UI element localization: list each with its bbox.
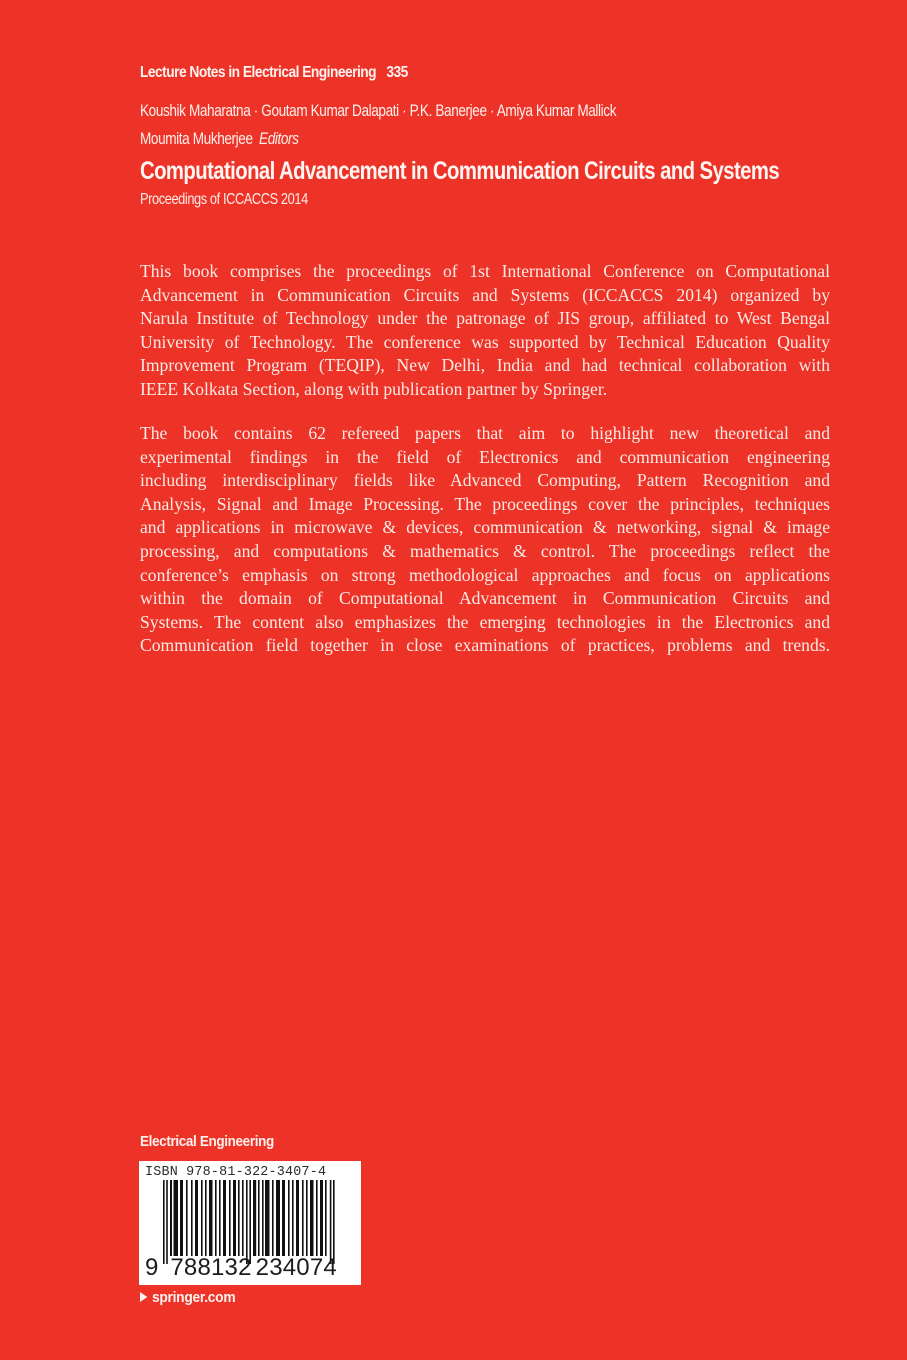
triangle-right-icon <box>140 1292 147 1302</box>
blurb-line: conference’s emphasis on strong methodological approaches and focus on applications <box>140 564 830 585</box>
isbn-label: ISBN 978-81-322-3407-4 <box>145 1165 327 1180</box>
blurb-line: including interdisciplinary fields like Advanced Computing, Pattern Recognition and <box>140 470 830 491</box>
publisher-link[interactable] <box>140 1289 235 1306</box>
blurb-line: Narula Institute of Technology under the patronage of JIS group, affiliated to West Bengal <box>140 308 830 329</box>
barcode-bars-icon <box>163 1180 335 1264</box>
blurb-line: Systems. The content also emphasizes the emerging technologies in the Electronics and <box>140 611 830 632</box>
blurb-line: The book contains 62 refereed papers that aim to highlight new theoretical and <box>140 423 830 443</box>
isbn-barcode <box>139 1161 361 1285</box>
series-volume: 335 <box>386 64 408 81</box>
blurb-line: experimental findings in the field of Electronics and communication engineering <box>140 446 830 467</box>
blurb-line: Analysis, Signal and Image Processing. The proceedings cover the principles, techniques <box>140 493 830 514</box>
blurb-line: and applications in microwave & devices, communication & networking, signal & image <box>140 517 830 538</box>
blurb-line: Improvement Program (TEQIP), New Delhi, India and had technical collaboration with <box>140 355 830 376</box>
blurb-paragraph-1 <box>140 260 830 402</box>
editors-role: Editors <box>259 129 299 148</box>
book-title: Computational Advancement in Communication Circuits and Systems <box>140 157 780 185</box>
editors-line-2 <box>140 129 299 149</box>
ean-digits <box>145 1255 337 1281</box>
blurb-line: University of Technology. The conference was supported by Technical Education Quality <box>140 331 830 352</box>
blurb-line: Communication field together in close examinations of practices, problems and trends. <box>140 635 830 656</box>
editors-line-1: Koushik Maharatna · Goutam Kumar Dalapati · P.K. Banerjee · Amiya Kumar Mallick <box>140 101 617 120</box>
ean-group-2: 234074 <box>255 1254 337 1281</box>
book-subtitle: Proceedings of ICCACCS 2014 <box>140 191 308 208</box>
publisher-link-text[interactable]: springer.com <box>151 1289 236 1306</box>
blurb-paragraph-2 <box>140 422 830 658</box>
series-line <box>140 64 408 82</box>
ean-first-digit: 9 <box>145 1254 159 1281</box>
blurb-line: IEEE Kolkata Section, along with publication partner by Springer. <box>140 378 608 399</box>
series-name: Lecture Notes in Electrical Engineering <box>140 64 377 81</box>
blurb-line: Advancement in Communication Circuits and Systems (ICCACCS 2014) organized by <box>140 284 830 305</box>
blurb-line: This book comprises the proceedings of 1st International Conference on Computational <box>140 261 830 281</box>
blurb-line: within the domain of Computational Advancement in Communication Circuits and <box>140 588 830 609</box>
blurb-line: processing, and computations & mathematics & control. The proceedings reflect the <box>140 540 830 561</box>
editor-name: Moumita Mukherjee <box>140 129 253 148</box>
ean-group-1: 788132 <box>170 1254 252 1281</box>
subject-category: Electrical Engineering <box>140 1133 274 1150</box>
